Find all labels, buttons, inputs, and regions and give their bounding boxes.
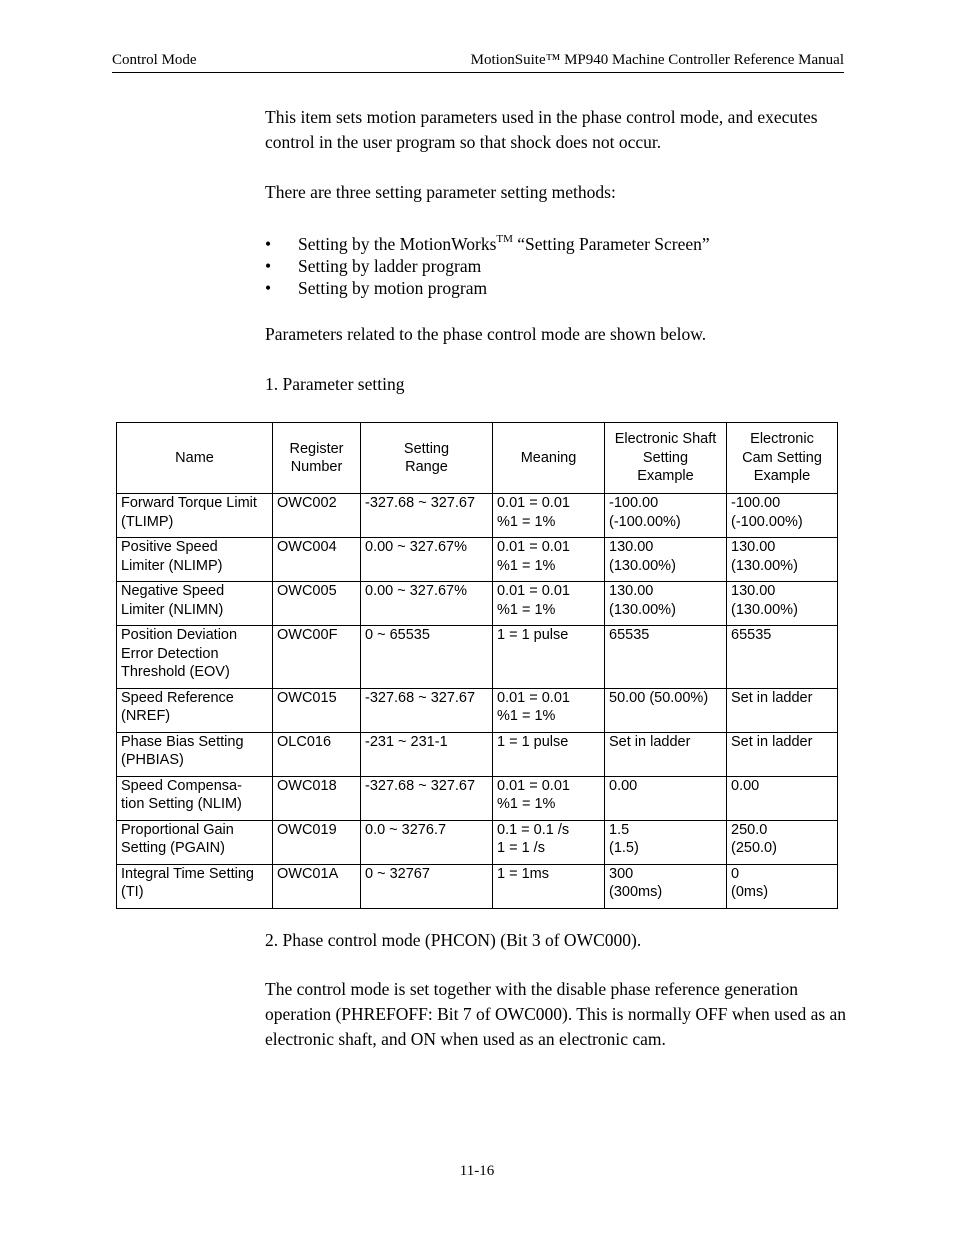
cell-line: (250.0) (731, 840, 777, 856)
section-1-title: 1. Parameter setting (265, 374, 405, 394)
cell-line: %1 = 1% (497, 601, 556, 618)
list-item (265, 255, 710, 277)
header-line: Number (290, 459, 343, 475)
header-cam-example (727, 423, 838, 494)
cell-line: -100.00 (609, 495, 659, 511)
header-shaft-example (605, 423, 727, 494)
cell-line: OWC004 (277, 539, 337, 555)
list-item-text: Setting by ladder program (298, 256, 482, 276)
table-row (117, 776, 838, 820)
control-mode-description: The control mode is set together with the disable phase reference generation operation (PHREFOFF: Bit 7 of OWC000). This is normally OFF when used as an electronic shaft, and ON when used as an electronic cam. (265, 979, 847, 1049)
list-item (265, 233, 710, 255)
cell-line: (130.00%) (731, 601, 798, 618)
meaning-cell (493, 732, 605, 776)
related-paragraph: Parameters related to the phase control mode are shown below. (265, 324, 707, 344)
header-line: Electronic Shaft (614, 431, 717, 448)
cell-line: 0.1 = 0.1 /s (497, 821, 570, 838)
meaning-cell (493, 626, 605, 689)
cell-line: (NREF) (121, 708, 171, 724)
cell-line: -231 ~ 231-1 (365, 733, 448, 750)
cell-line: OLC016 (277, 733, 332, 750)
cell-line: 300 (609, 865, 634, 882)
header-register-number (273, 423, 361, 494)
meaning-cell (493, 582, 605, 626)
table-header-row (117, 423, 838, 494)
cell-line: Integral Time Setting (121, 865, 254, 882)
shaft-example-cell (605, 494, 727, 538)
cell-line: -327.68 ~ 327.67 (365, 689, 476, 706)
cell-line: 0.01 = 0.01 (497, 495, 570, 511)
meaning-cell (493, 688, 605, 732)
list-item (265, 277, 710, 299)
cell-line: OWC019 (277, 821, 337, 838)
header-line: Electronic (750, 431, 814, 448)
cam-example-cell (727, 732, 838, 776)
cell-line: 0.01 = 0.01 (497, 539, 570, 555)
header-setting-range (361, 423, 493, 494)
cell-line: Limiter (NLIMN) (121, 601, 224, 618)
header-line: Range (405, 459, 448, 475)
cell-line: Position Deviation (121, 627, 238, 643)
cell-line: OWC01A (277, 865, 339, 882)
range-cell (361, 538, 493, 582)
cell-line: (130.00%) (731, 557, 798, 574)
range-cell (361, 732, 493, 776)
shaft-example-cell (605, 864, 727, 908)
cell-line: OWC018 (277, 777, 337, 794)
shaft-example-cell (605, 732, 727, 776)
trademark-superscript: TM (496, 233, 513, 246)
cell-line: 65535 (731, 627, 772, 643)
header-meaning (493, 423, 605, 494)
cam-example-cell (727, 582, 838, 626)
table-row (117, 688, 838, 732)
cell-line: 1 = 1ms (497, 865, 549, 882)
cell-line: Limiter (NLIMP) (121, 557, 223, 574)
cam-example-cell (727, 688, 838, 732)
bullet: • (265, 256, 272, 276)
header-line: Meaning (520, 449, 577, 466)
register-cell (273, 626, 361, 689)
cell-line: -327.68 ~ 327.67 (365, 777, 476, 794)
meaning-cell (493, 864, 605, 908)
section-2-title: 2. Phase control mode (PHCON) (Bit 3 of OWC000). (265, 930, 642, 950)
cell-line: Forward Torque Limit (121, 495, 257, 511)
cell-line: (PHBIAS) (121, 752, 184, 768)
meaning-cell (493, 820, 605, 864)
cell-line: %1 = 1% (497, 708, 556, 724)
list-item-text-after: “Setting Parameter Screen” (512, 234, 710, 254)
range-cell (361, 494, 493, 538)
header-manual-title: MotionSuite™ MP940 Machine Controller Reference Manual (470, 52, 844, 68)
name-cell (117, 582, 273, 626)
cell-line: (TLIMP) (121, 513, 174, 530)
table-row (117, 494, 838, 538)
cam-example-cell (727, 820, 838, 864)
table-row (117, 732, 838, 776)
table-row (117, 582, 838, 626)
page-number: 11-16 (459, 1163, 495, 1179)
cell-line: -327.68 ~ 327.67 (365, 495, 476, 511)
cell-line: 50.00 (50.00%) (609, 689, 709, 706)
cell-line: %1 = 1% (497, 557, 556, 574)
range-cell (361, 820, 493, 864)
cam-example-cell (727, 494, 838, 538)
cell-line: 0 ~ 65535 (365, 627, 430, 643)
register-cell (273, 864, 361, 908)
cell-line: 0.01 = 0.01 (497, 777, 570, 794)
cell-line: Setting (PGAIN) (121, 840, 225, 856)
cell-line: Phase Bias Setting (121, 733, 244, 750)
header-line: Cam Setting (742, 449, 822, 466)
cell-line: 0.01 = 0.01 (497, 689, 570, 706)
meaning-cell (493, 776, 605, 820)
parameter-table (116, 422, 838, 909)
table-row (117, 820, 838, 864)
cell-line: 250.0 (731, 821, 768, 838)
bullet: • (265, 278, 272, 298)
header-line: Name (175, 449, 214, 466)
cell-line: tion Setting (NLIM) (121, 796, 242, 812)
header-line: Setting (403, 440, 450, 457)
register-cell (273, 582, 361, 626)
cell-line: 1 = 1 /s (497, 840, 545, 856)
table-body (117, 494, 838, 909)
register-cell (273, 820, 361, 864)
name-cell (117, 688, 273, 732)
cell-line: (TI) (121, 884, 144, 900)
cell-line: OWC015 (277, 689, 337, 706)
cell-line: %1 = 1% (497, 513, 556, 530)
name-cell (117, 626, 273, 689)
cell-line: Set in ladder (609, 733, 691, 750)
cell-line: (1.5) (609, 840, 639, 856)
shaft-example-cell (605, 626, 727, 689)
register-cell (273, 776, 361, 820)
cell-line: (-100.00%) (609, 513, 681, 530)
cell-line: OWC005 (277, 583, 337, 599)
cell-line: Threshold (EOV) (121, 664, 230, 680)
header-section-title: Control Mode (112, 52, 197, 68)
cam-example-cell (727, 864, 838, 908)
intro-paragraph: This item sets motion parameters used in the phase control mode, and executes control in the user program so that shock does not occur. (265, 107, 818, 152)
list-item-text: Setting by motion program (298, 278, 488, 298)
cell-line: 0.00 (609, 777, 638, 794)
methods-list (265, 233, 710, 299)
cell-line: 0 ~ 32767 (365, 865, 430, 882)
cell-line: Speed Compensa- (121, 777, 242, 794)
cell-line: (300ms) (609, 884, 663, 900)
cell-line: (0ms) (731, 884, 769, 900)
cell-line: Positive Speed (121, 539, 218, 555)
range-cell (361, 688, 493, 732)
meaning-cell (493, 494, 605, 538)
cell-line: 1 = 1 pulse (497, 733, 569, 750)
range-cell (361, 626, 493, 689)
cell-line: Negative Speed (121, 583, 225, 599)
list-item-text: Setting by the MotionWorks (298, 234, 497, 254)
cell-line: Set in ladder (731, 733, 813, 750)
cam-example-cell (727, 776, 838, 820)
header-line: Example (753, 468, 811, 485)
cell-line: 0.00 ~ 327.67% (365, 539, 467, 555)
cell-line: Set in ladder (731, 689, 813, 706)
name-cell (117, 820, 273, 864)
register-cell (273, 538, 361, 582)
cell-line: 1 = 1 pulse (497, 627, 569, 643)
register-cell (273, 688, 361, 732)
cell-line: (130.00%) (609, 557, 676, 574)
cell-line: 65535 (609, 627, 650, 643)
header-line: Example (637, 468, 694, 485)
bullet: • (265, 234, 272, 254)
cell-line: (-100.00%) (731, 513, 803, 530)
cell-line: 0.0 ~ 3276.7 (365, 821, 447, 838)
cell-line: 0 (731, 865, 740, 882)
name-cell (117, 494, 273, 538)
shaft-example-cell (605, 582, 727, 626)
cell-line: Speed Reference (121, 689, 234, 706)
table-row (117, 626, 838, 689)
cell-line: OWC00F (277, 627, 338, 643)
page-header (112, 52, 844, 73)
register-cell (273, 732, 361, 776)
shaft-example-cell (605, 776, 727, 820)
cell-line: Error Detection (121, 645, 219, 662)
header-name (117, 423, 273, 494)
meaning-cell (493, 538, 605, 582)
name-cell (117, 864, 273, 908)
cell-line: %1 = 1% (497, 796, 556, 812)
cam-example-cell (727, 626, 838, 689)
shaft-example-cell (605, 688, 727, 732)
cell-line: 130.00 (731, 583, 776, 599)
name-cell (117, 776, 273, 820)
cell-line: Proportional Gain (121, 821, 234, 838)
cell-line: 130.00 (731, 539, 776, 555)
register-cell (273, 494, 361, 538)
shaft-example-cell (605, 538, 727, 582)
cell-line: -100.00 (731, 495, 781, 511)
methods-intro-paragraph: There are three setting parameter setting methods: (265, 182, 616, 202)
cell-line: 130.00 (609, 539, 654, 555)
header-line: Setting (642, 449, 689, 466)
name-cell (117, 732, 273, 776)
range-cell (361, 776, 493, 820)
table-row (117, 538, 838, 582)
cell-line: 0.00 ~ 327.67% (365, 583, 467, 599)
cell-line: 130.00 (609, 583, 654, 599)
name-cell (117, 538, 273, 582)
shaft-example-cell (605, 820, 727, 864)
cell-line: 0.00 (731, 777, 760, 794)
cell-line: 1.5 (609, 821, 630, 838)
range-cell (361, 864, 493, 908)
table-row (117, 864, 838, 908)
range-cell (361, 582, 493, 626)
header-line: Register (289, 440, 344, 457)
cell-line: (130.00%) (609, 601, 676, 618)
cam-example-cell (727, 538, 838, 582)
cell-line: OWC002 (277, 495, 337, 511)
cell-line: 0.01 = 0.01 (497, 583, 570, 599)
